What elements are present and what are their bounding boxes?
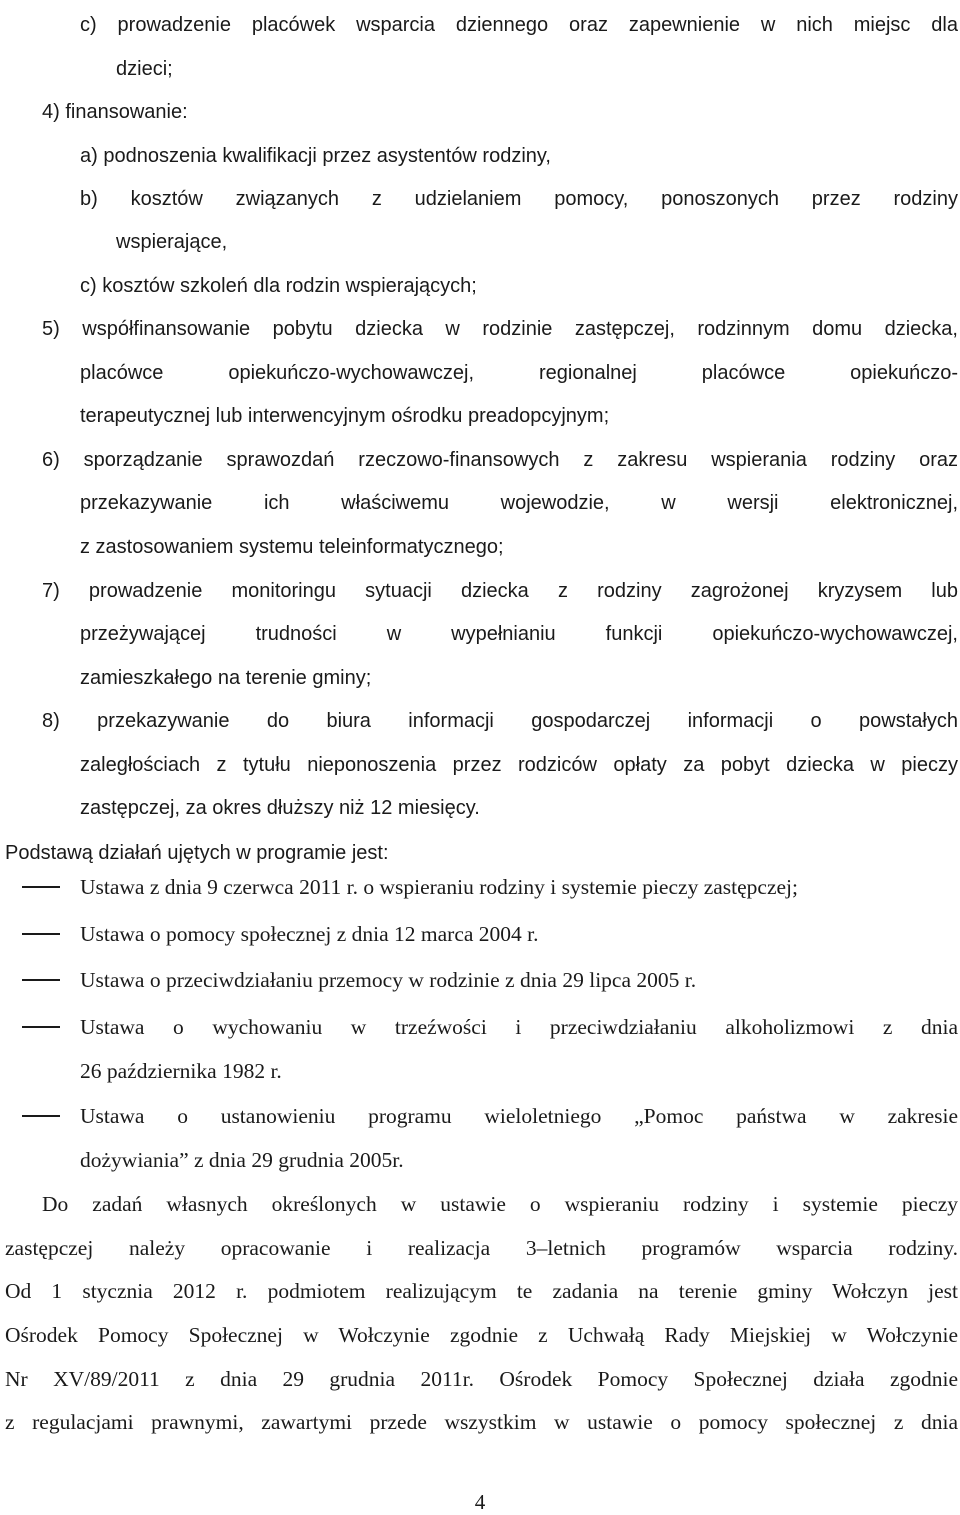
item-4a: a) podnoszenia kwalifikacji przez asystentów rodziny, [80,145,551,167]
dash-bullet [22,979,60,981]
dash-bullet [22,933,60,935]
item-7-line1: 7) prowadzenie monitoringu sytuacji dziecka z rodziny zagrożonej kryzysem lub [42,580,958,602]
item-8-line2: zaległościach z tytułu nieponoszenia przez rodziców opłaty za pobyt dziecka w pieczy [80,754,958,776]
dash-bullet [22,886,60,888]
paragraph-line5: Nr XV/89/2011 z dnia 29 grudnia 2011r. Ośrodek Pomocy Społecznej działa zgodnie [5,1367,958,1391]
item-3c-line1: c) prowadzenie placówek wsparcia dziennego oraz zapewnienie w nich miejsc dla [80,14,958,36]
item-5-line1: 5) współfinansowanie pobytu dziecka w rodzinie zastępczej, rodzinnym domu dziecka, [42,318,958,340]
paragraph-line2: zastępczej należy opracowanie i realizacja 3–letnich programów wsparcia rodziny. [5,1236,958,1260]
paragraph-line4: Ośrodek Pomocy Społecznej w Wołczynie zgodnie z Uchwałą Rady Miejskiej w Wołczynie [5,1323,958,1347]
legal-basis-heading: Podstawą działań ujętych w programie jest: [5,842,389,864]
dash-bullet [22,1026,60,1028]
paragraph-line6: z regulacjami prawnymi, zawartymi przede wszystkim w ustawie o pomocy społecznej z dnia [5,1410,958,1434]
item-4b-line1: b) kosztów związanych z udzielaniem pomocy, ponoszonych przez rodziny [80,188,958,210]
legal-act-2: Ustawa o pomocy społecznej z dnia 12 marca 2004 r. [80,922,539,946]
legal-act-4-line1: Ustawa o wychowaniu w trzeźwości i przeciwdziałaniu alkoholizmowi z dnia [80,1015,958,1039]
legal-act-5-line1: Ustawa o ustanowieniu programu wieloletniego „Pomoc państwa w zakresie [80,1104,958,1128]
item-8-line3: zastępczej, za okres dłuższy niż 12 miesięcy. [80,797,480,819]
paragraph-line3: Od 1 stycznia 2012 r. podmiotem realizującym te zadania na terenie gminy Wołczyn jest [5,1279,958,1303]
paragraph-line1: Do zadań własnych określonych w ustawie o wspieraniu rodziny i systemie pieczy [42,1192,958,1216]
item-6-line3: z zastosowaniem systemu teleinformatycznego; [80,536,504,558]
item-4b-line2: wspierające, [116,231,228,253]
legal-act-5-line2: dożywiania” z dnia 29 grudnia 2005r. [80,1148,404,1172]
item-5-line2: placówce opiekuńczo-wychowawczej, regionalnej placówce opiekuńczo- [80,362,958,384]
item-4c: c) kosztów szkoleń dla rodzin wspierających; [80,275,477,297]
item-4-heading: 4) finansowanie: [42,101,188,123]
legal-act-3: Ustawa o przeciwdziałaniu przemocy w rodzinie z dnia 29 lipca 2005 r. [80,968,697,992]
item-6-line2: przekazywanie ich właściwemu wojewodzie, w wersji elektronicznej, [80,492,958,514]
item-6-line1: 6) sporządzanie sprawozdań rzeczowo-finansowych z zakresu wspierania rodziny oraz [42,449,958,471]
item-5-line3: terapeutycznej lub interwencyjnym ośrodku preadopcyjnym; [80,405,610,427]
item-8-line1: 8) przekazywanie do biura informacji gospodarczej informacji o powstałych [42,710,958,732]
item-3c-line2: dzieci; [116,58,173,80]
page-number: 4 [474,1490,486,1514]
dash-bullet [22,1115,60,1117]
item-7-line2: przeżywającej trudności w wypełnianiu funkcji opiekuńczo-wychowawczej, [80,623,958,645]
legal-act-4-line2: 26 października 1982 r. [80,1059,282,1083]
legal-act-1: Ustawa z dnia 9 czerwca 2011 r. o wspieraniu rodziny i systemie pieczy zastępczej; [80,875,798,899]
item-7-line3: zamieszkałego na terenie gminy; [80,667,372,689]
